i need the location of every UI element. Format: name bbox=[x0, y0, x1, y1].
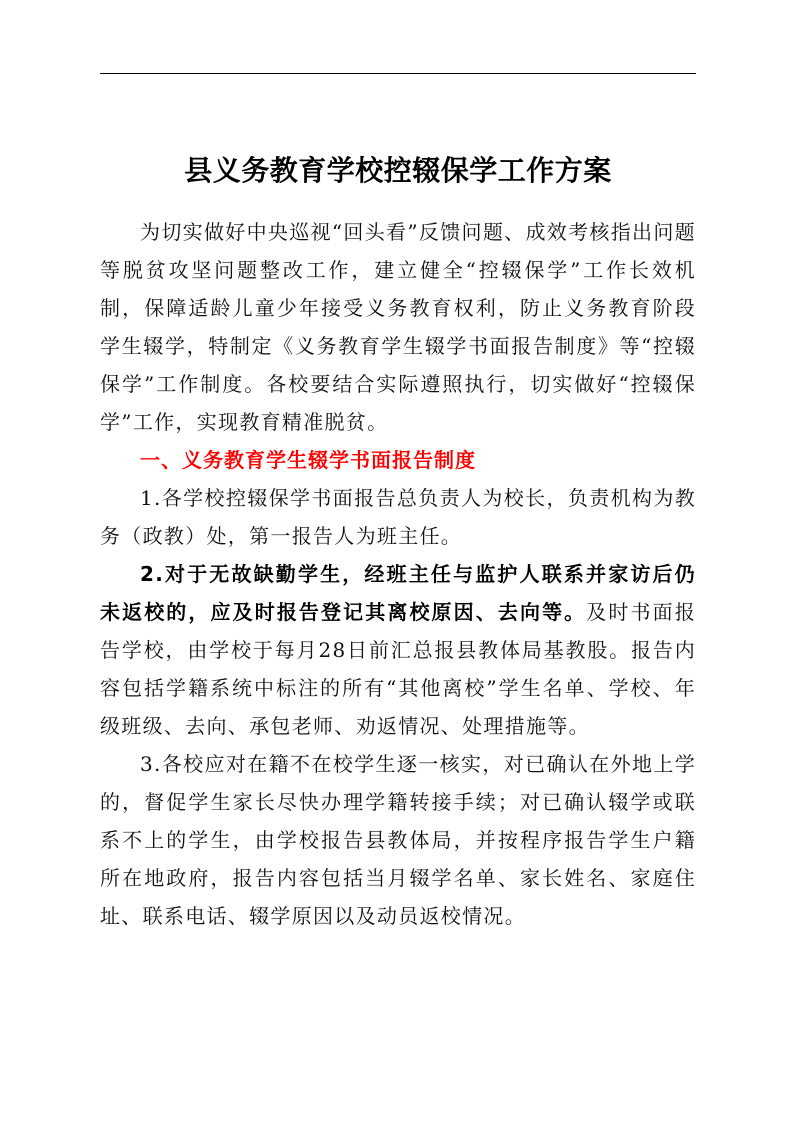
document-title: 县义务教育学校控辍保学工作方案 bbox=[184, 154, 612, 187]
intro-paragraph: 为切实做好中央巡视“回头看”反馈问题、成效考核指出问题等脱贫攻坚问题整改工作，建立健全“控辍保学”工作长效机制，保障适龄儿童少年接受义务教育权利，防止义务教育阶段学生辍学，特制定《义务教育学生辍学书面报告制度》等“控辍保学”工作制度。各校要结合实际遵照执行，切实做好“控辍保学”工作，实现教育精准脱贫。 bbox=[100, 220, 696, 434]
item-2-paragraph bbox=[100, 555, 696, 745]
item-2-text: 及时书面报告学校，由学校于每月28日前汇总报县教体局基教股。报告内容包括学籍系统中标注的所有“其他离校”学生名单、学校、年级班级、去向、承包老师、劝返情况、处理措施等。 bbox=[100, 600, 696, 738]
document-body bbox=[100, 148, 696, 935]
item-1-paragraph: 1.各学校控辍保学书面报告总负责人为校长，负责机构为教务（政教）处，第一报告人为班主任。 bbox=[100, 486, 696, 548]
item-2-bold-text: 2.对于无故缺勤学生，经班主任与监护人联系并家访后仍未返校的，应及时报告登记其离校原因、去向等。 bbox=[100, 562, 696, 624]
header-rule bbox=[100, 73, 696, 74]
item-3-paragraph: 3.各校应对在籍不在校学生逐一核实，对已确认在外地上学的，督促学生家长尽快办理学籍转接手续；对已确认辍学或联系不上的学生，由学校报告县教体局，并按程序报告学生户籍所在地政府，报告内容包括当月辍学名单、家长姓名、家庭住址、联系电话、辍学原因以及动员返校情况。 bbox=[100, 752, 696, 928]
section-heading-1: 一、义务教育学生辍学书面报告制度 bbox=[140, 448, 476, 472]
